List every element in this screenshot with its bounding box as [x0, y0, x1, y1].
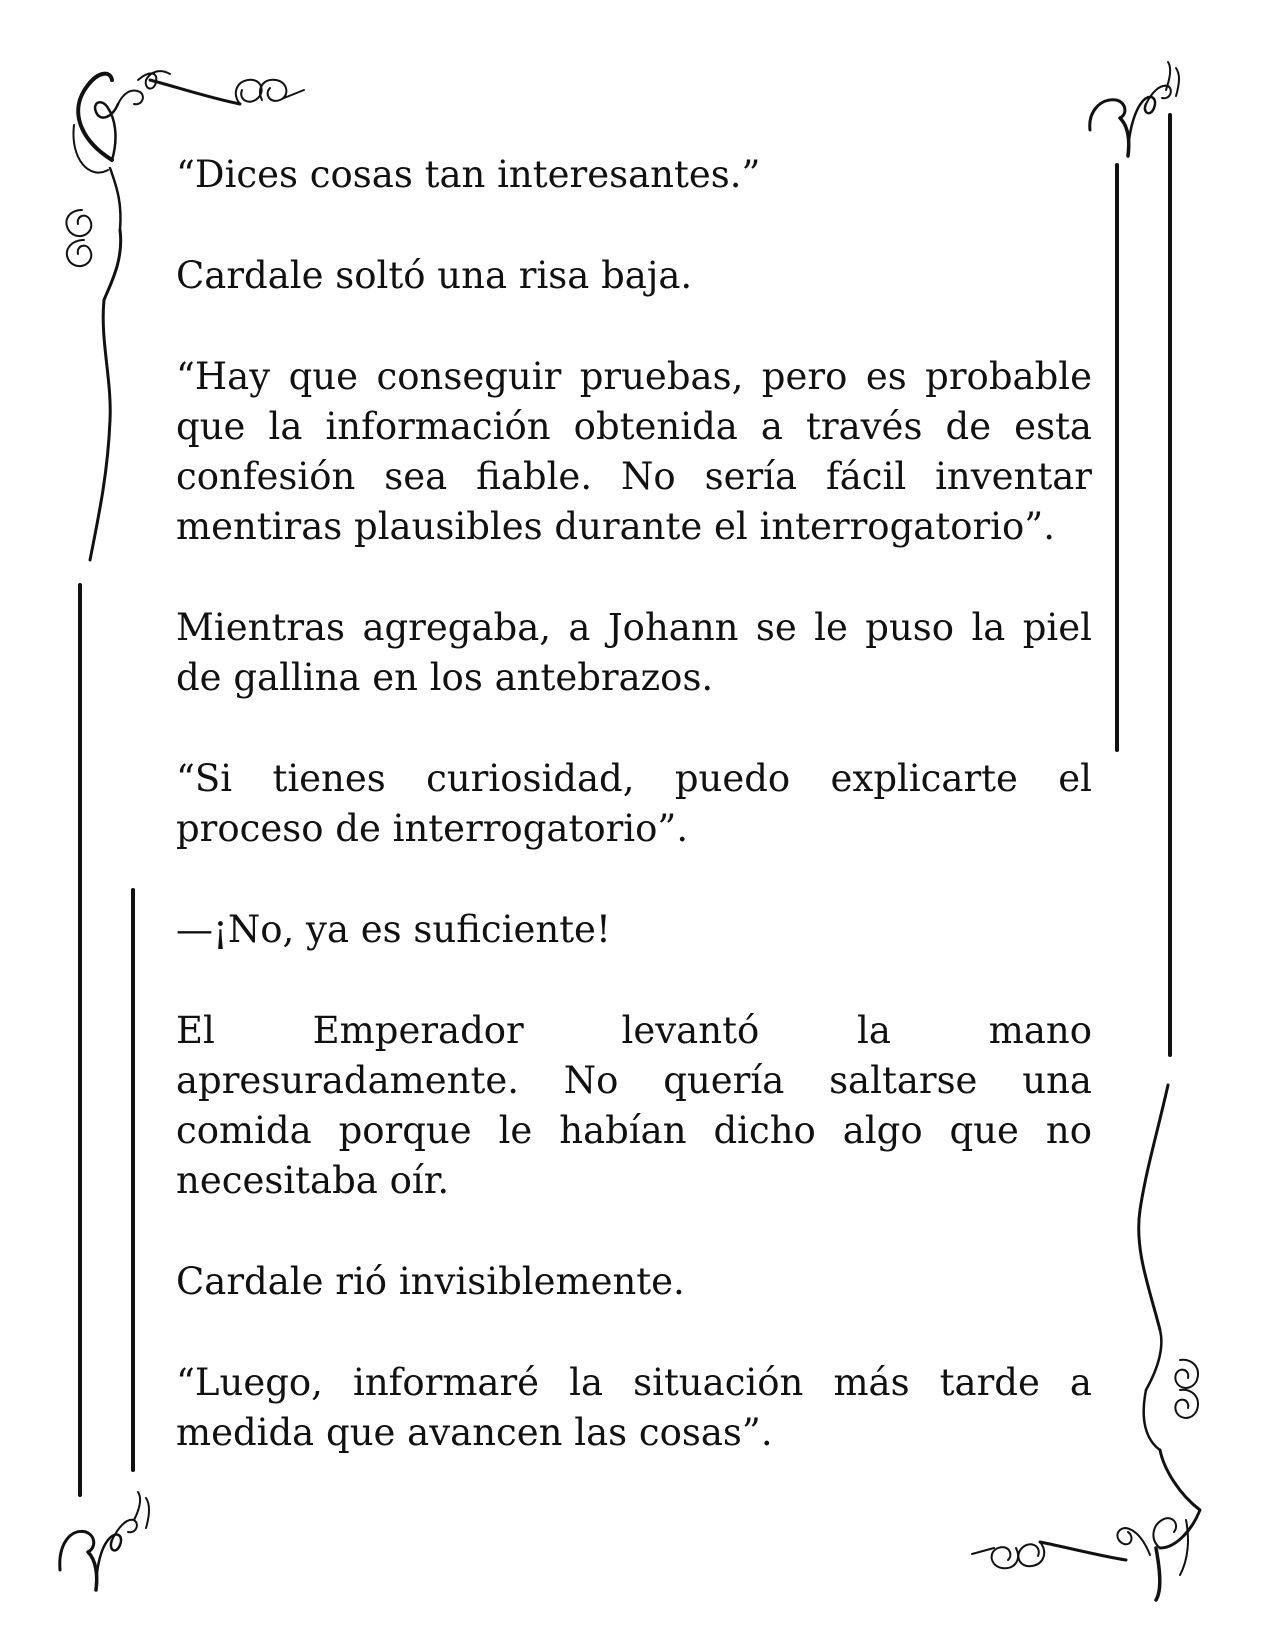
paragraph-3: “Hay que conseguir pruebas, pero es probable que la información obtenida a través de esta confesión sea fiable. No sería fácil inventar mentiras plausibles durante el interrogatorio”. — [176, 355, 1092, 548]
paragraph-4: Mientras agregaba, a Johann se le puso la piel de gallina en los antebrazos. — [176, 606, 1092, 699]
paragraph-1: “Dices cosas tan interesantes.” — [176, 153, 761, 196]
flourish-top-right-icon — [1090, 62, 1179, 156]
paragraph-7: El Emperador levantó la mano apresuradamente. No quería saltarse una comida porque le habían dicho algo que no necesitaba oír. — [176, 1009, 1092, 1202]
flourish-bottom-left-icon — [60, 1492, 149, 1590]
paragraph-5: “Si tienes curiosidad, puedo explicarte el proceso de interrogatorio”. — [176, 757, 1092, 850]
paragraph-2: Cardale soltó una risa baja. — [176, 254, 693, 297]
paragraph-8: Cardale rió invisiblemente. — [176, 1260, 685, 1303]
paragraph-6: —¡No, ya es suficiente! — [176, 908, 611, 951]
paragraph-9: “Luego, informaré la situación más tarde a medida que avancen las cosas”. — [176, 1361, 1092, 1454]
document-body — [176, 150, 1092, 1458]
